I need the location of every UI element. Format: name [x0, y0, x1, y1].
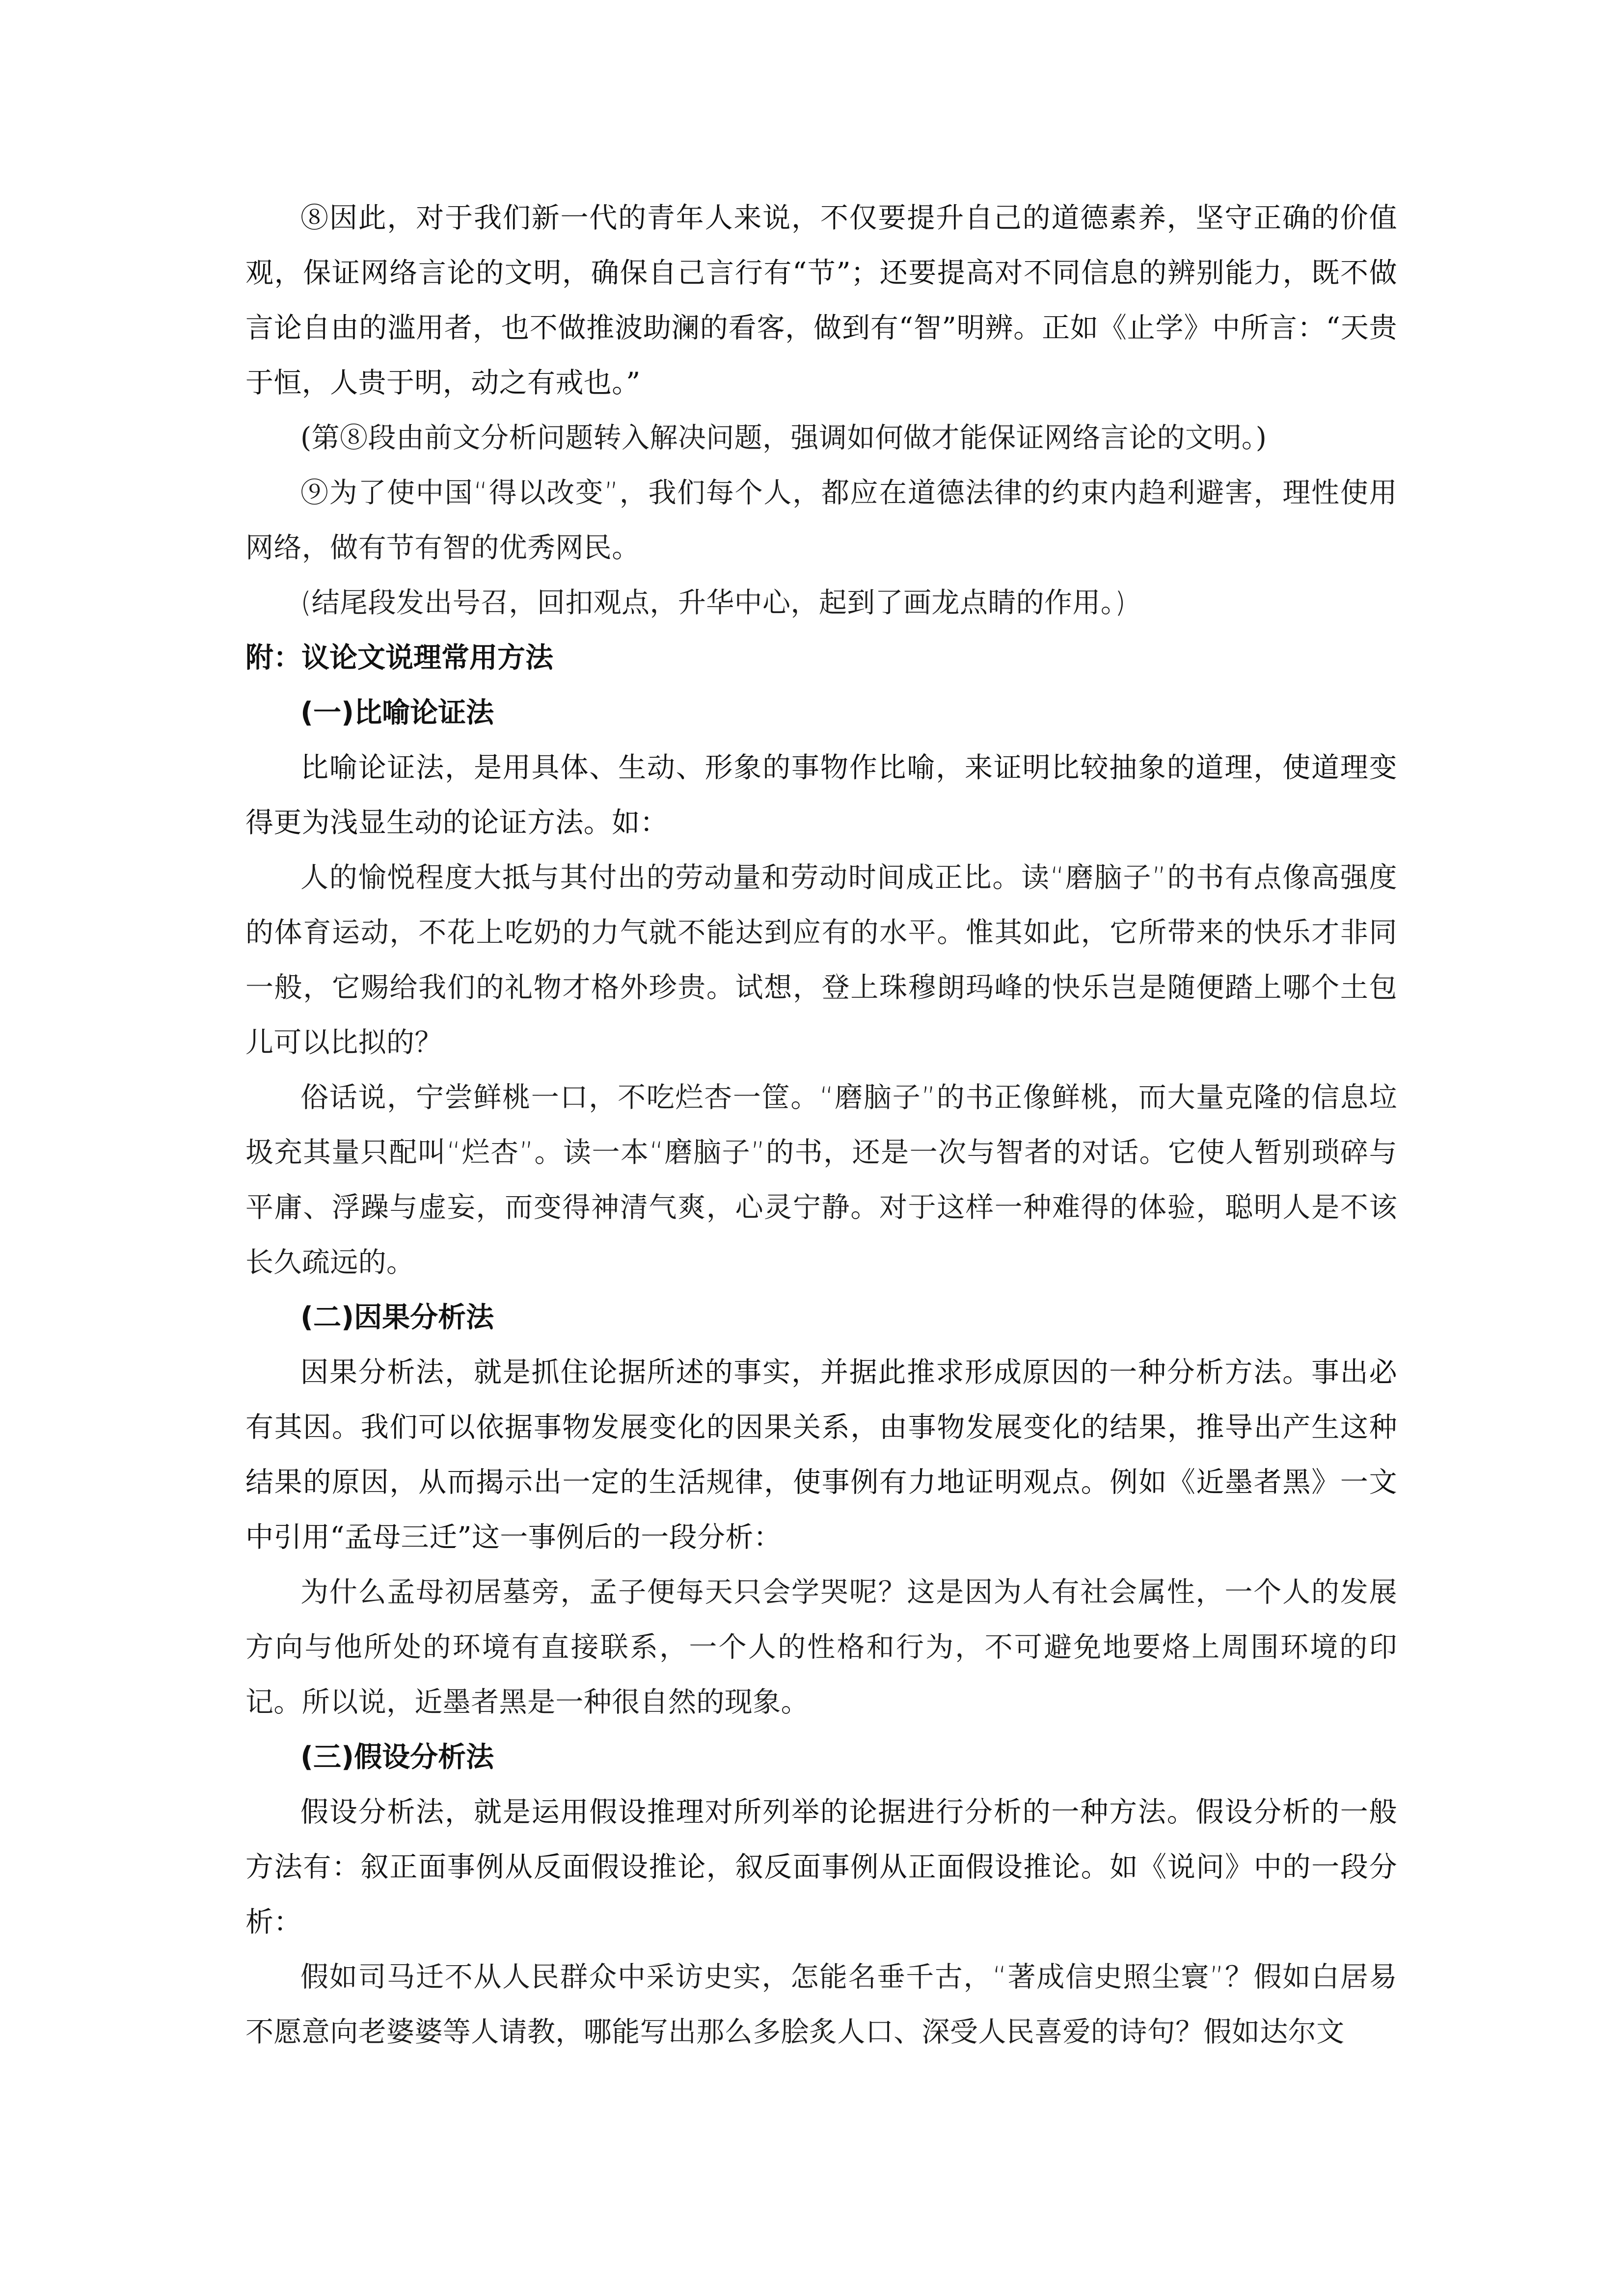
analysis-note-8: (第⑧段由前文分析问题转入解决问题，强调如何做才能保证网络言论的文明。) — [300, 422, 1267, 454]
hypothesis-example: 假如司马迁不从人民群众中采访史实，怎能名垂千古，“著成信史照尘寰”？假如白居易不愿意向老婆婆等人请教，哪能写出那么多脍炙人口、深受人民喜爱的诗句？假如达尔文 — [245, 1961, 1397, 2048]
hypothesis-description: 假设分析法，就是运用假设推理对所列举的论据进行分析的一种方法。假设分析的一般方法有：叙正面事例从反面假设推论，叙反面事例从正面假设推论。如《说问》中的一段分析： — [245, 1796, 1397, 1938]
appendix-heading: 附：议论文说理常用方法 — [245, 641, 553, 674]
analysis-note-9: (结尾段发出号召，回扣观点，升华中心，起到了画龙点睛的作用。) — [300, 587, 1126, 619]
causal-example: 为什么孟母初居墓旁，孟子便每天只会学哭呢？这是因为人有社会属性，一个人的发展方向与他所处的环境有直接联系，一个人的性格和行为，不可避免地要烙上周围环境的印记。所以说，近墨者黑是一种很自然的现象。 — [245, 1576, 1397, 1718]
section-heading-hypothesis: (三)假设分析法 — [300, 1741, 494, 1773]
paragraph-8: ⑧因此，对于我们新一代的青年人来说，不仅要提升自己的道德素养，坚守正确的价值观，保证网络言论的文明，确保自己言行有“节”；还要提高对不同信息的辨别能力，既不做言论自由的滥用者，也不做推波助澜的看客，做到有“智”明辨。正如《止学》中所言：“天贵于恒，人贵于明，动之有戒也。” — [245, 202, 1397, 399]
section-heading-metaphor: (一)比喻论证法 — [300, 696, 494, 729]
paragraph-9: ⑨为了使中国“得以改变”，我们每个人，都应在道德法律的约束内趋利避害，理性使用网络，做有节有智的优秀网民。 — [245, 477, 1397, 564]
metaphor-example-1: 人的愉悦程度大抵与其付出的劳动量和劳动时间成正比。读“磨脑子”的书有点像高强度的体育运动，不花上吃奶的力气就不能达到应有的水平。惟其如此，它所带来的快乐才非同一般，它赐给我们的礼物才格外珍贵。试想，登上珠穆朗玛峰的快乐岂是随便踏上哪个土包儿可以比拟的？ — [245, 861, 1397, 1059]
section-heading-causal: (二)因果分析法 — [300, 1301, 494, 1334]
metaphor-example-2: 俗话说，宁尝鲜桃一口，不吃烂杏一筐。“磨脑子”的书正像鲜桃，而大量克隆的信息垃圾充其量只配叫“烂杏”。读一本“磨脑子”的书，还是一次与智者的对话。它使人暂别琐碎与平庸、浮躁与虚妄，而变得神清气爽，心灵宁静。对于这样一种难得的体验，聪明人是不该长久疏远的。 — [245, 1081, 1397, 1279]
document-body — [245, 190, 1397, 2059]
causal-description: 因果分析法，就是抓住论据所述的事实，并据此推求形成原因的一种分析方法。事出必有其因。我们可以依据事物发展变化的因果关系，由事物发展变化的结果，推导出产生这种结果的原因，从而揭示出一定的生活规律，使事例有力地证明观点。例如《近墨者黑》一文中引用“孟母三迁”这一事例后的一段分析： — [245, 1356, 1397, 1553]
metaphor-description: 比喻论证法，是用具体、生动、形象的事物作比喻，来证明比较抽象的道理，使道理变得更为浅显生动的论证方法。如： — [245, 751, 1397, 839]
